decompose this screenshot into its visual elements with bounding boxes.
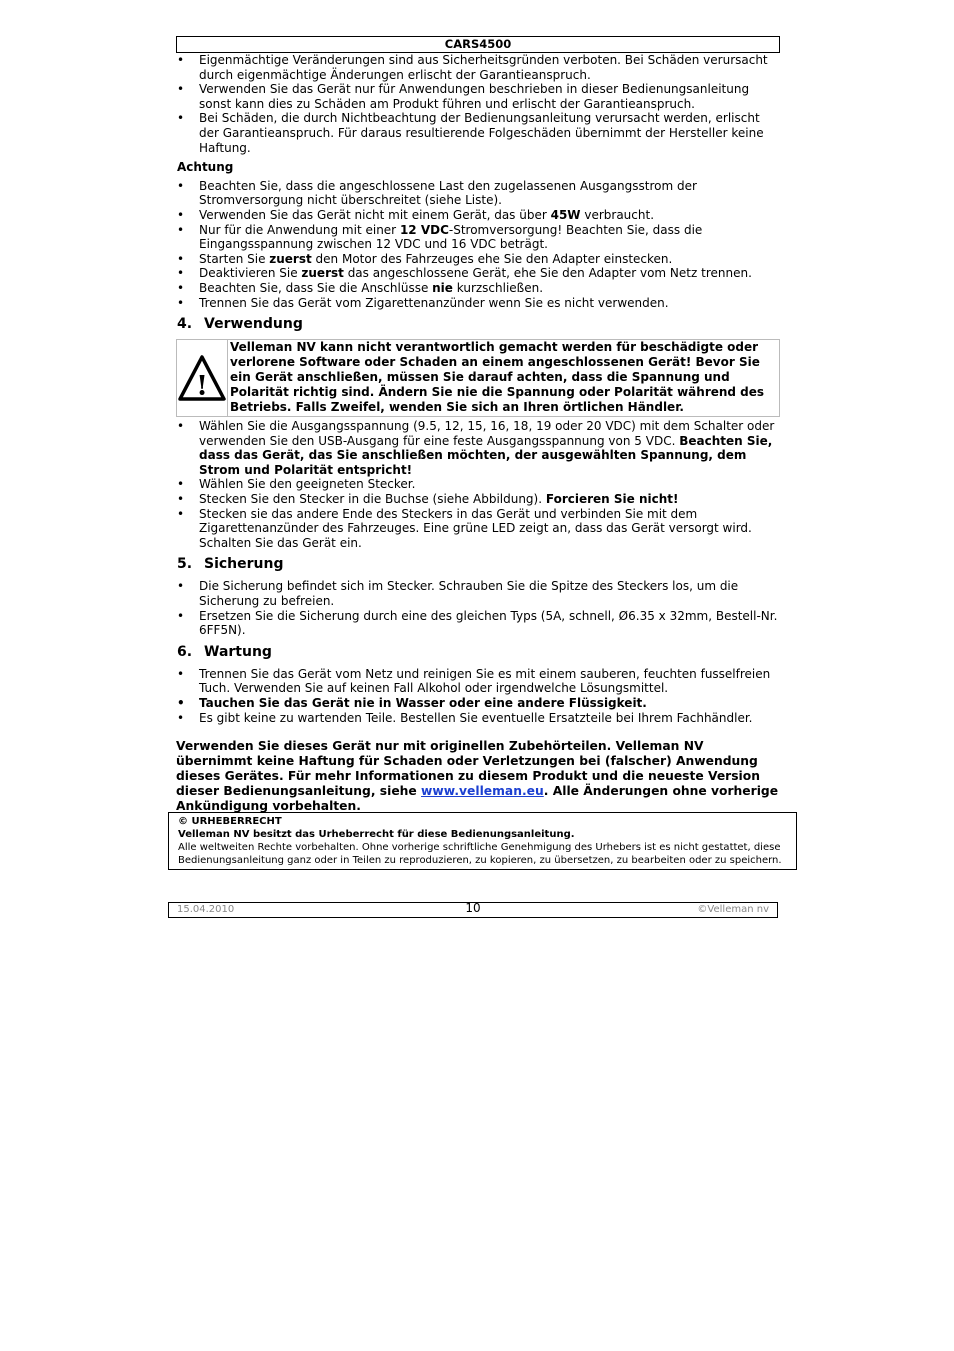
- page-content: [176, 36, 780, 814]
- list-item: • Nur für die Anwendung mit einer 12 VDC-Stromversorgung! Beachten Sie, dass die Eingangsspannung zwischen 12 VDC und 16 VDC beträgt.: [176, 223, 780, 252]
- model-name: CARS4500: [444, 37, 512, 51]
- verwendung-list: [176, 419, 780, 550]
- page-footer: [168, 902, 778, 918]
- sicherung-list: [176, 579, 780, 637]
- list-item: • Deaktivieren Sie zuerst das angeschlossene Gerät, ehe Sie den Adapter vom Netz trennen.: [176, 266, 780, 281]
- list-item: • Verwenden Sie das Gerät nur für Anwendungen beschrieben in dieser Bedienungsanleitung sonst kann dies zu Schäden am Produkt führen und erlischt der Garantieanspruch.: [176, 82, 780, 111]
- copyright-box: [168, 812, 797, 870]
- list-item: • Wählen Sie die Ausgangsspannung (9.5, 12, 15, 16, 18, 19 oder 20 VDC) mit dem Schalter oder verwenden Sie den USB-Ausgang für eine feste Ausgangsspannung von 5 VDC. Beachten Sie, dass das Gerät, das Sie anschließen möchten, der ausgewählten Spannung, dem Strom und Polarität entspricht!: [176, 419, 780, 477]
- list-item: • Trennen Sie das Gerät vom Zigarettenanzünder wenn Sie es nicht verwenden.: [176, 296, 780, 311]
- achtung-heading: Achtung: [177, 160, 234, 175]
- list-item: • Wählen Sie den geeigneten Stecker.: [176, 477, 780, 492]
- section-heading-sicherung: 5. Sicherung: [177, 556, 284, 573]
- list-item: • Starten Sie zuerst den Motor des Fahrzeuges ehe Sie den Adapter einstecken.: [176, 252, 780, 267]
- list-item: • Tauchen Sie das Gerät nie in Wasser oder eine andere Flüssigkeit.: [176, 696, 780, 711]
- wartung-list: [176, 667, 780, 725]
- list-item: • Trennen Sie das Gerät vom Netz und reinigen Sie es mit einem sauberen, feuchten fusselfreien Tuch. Verwenden Sie auf keinen Fall Alkohol oder irgendwelche Lösungsmittel.: [176, 667, 780, 696]
- footer-date: 15.04.2010: [177, 904, 235, 915]
- list-item: • Stecken Sie den Stecker in die Buchse (siehe Abbildung). Forcieren Sie nicht!: [176, 492, 780, 507]
- intro-list: [176, 53, 780, 155]
- copyright-title: © URHEBERRECHT: [178, 816, 282, 827]
- copyright-subtitle: Velleman NV besitzt das Urheberrecht für diese Bedienungsanleitung.: [178, 829, 575, 840]
- closing-note: Verwenden Sie dieses Gerät nur mit originellen Zubehörteilen. Velleman NV übernimmt keine Haftung für Schaden oder Verletzungen bei (falscher) Anwendung dieses Gerätes. Für mehr Informationen zu diesem Produkt und die neueste Version dieser Bedienungsanleitung, siehe www.velleman.eu. Alle Änderungen ohne vorherige Ankündigung vorbehalten.: [176, 739, 779, 814]
- warning-icon: [177, 340, 228, 416]
- list-item: • Stecken sie das andere Ende des Steckers in das Gerät und verbinden Sie mit dem Zigarettenanzünder des Fahrzeuges. Eine grüne LED zeigt an, dass das Gerät versorgt wird. Schalten Sie das Gerät ein.: [176, 507, 780, 551]
- list-item: • Ersetzen Sie die Sicherung durch eine des gleichen Typs (5A, schnell, Ø6.35 x 32mm, Bestell-Nr. 6FF5N).: [176, 609, 780, 638]
- warning-box: [176, 339, 780, 417]
- list-item: • Es gibt keine zu wartenden Teile. Bestellen Sie eventuelle Ersatzteile bei Ihrem Fachhändler.: [176, 711, 780, 726]
- section-heading-verwendung: 4. Verwendung: [177, 316, 303, 333]
- list-item: • Verwenden Sie das Gerät nicht mit einem Gerät, das über 45W verbraucht.: [176, 208, 780, 223]
- svg-text:!: !: [196, 371, 208, 403]
- website-link[interactable]: www.velleman.eu: [421, 784, 544, 799]
- list-item: • Eigenmächtige Veränderungen sind aus Sicherheitsgründen verboten. Bei Schäden verursacht durch eigenmächtige Änderungen erlischt der Garantieanspruch.: [176, 53, 780, 82]
- list-item: • Beachten Sie, dass die angeschlossene Last den zugelassenen Ausgangsstrom der Stromversorgung nicht überschreitet (siehe Liste).: [176, 179, 780, 208]
- list-item: • Beachten Sie, dass Sie die Anschlüsse nie kurzschließen.: [176, 281, 780, 296]
- warning-text: Velleman NV kann nicht verantwortlich gemacht werden für beschädigte oder verlorene Software oder Schaden an einem angeschlossenen Gerät! Bevor Sie ein Gerät anschließen, müssen Sie darauf achten, dass die Spannung und Polarität richtig sind. Ändern Sie nie die Spannung oder Polarität während des Betriebs. Falls Zweifel, wenden Sie sich an Ihren örtlichen Händler.: [230, 340, 765, 415]
- document-header: [176, 36, 780, 53]
- list-item: • Die Sicherung befindet sich im Stecker. Schrauben Sie die Spitze des Steckers los, um die Sicherung zu befreien.: [176, 579, 780, 608]
- footer-brand: ©Velleman nv: [697, 904, 769, 915]
- page-number: 10: [465, 901, 481, 915]
- list-item: • Bei Schäden, die durch Nichtbeachtung der Bedienungsanleitung verursacht werden, erlischt der Garantieanspruch. Für daraus resultierende Folgeschäden übernimmt der Hersteller keine Haftung.: [176, 111, 780, 155]
- copyright-body: Alle weltweiten Rechte vorbehalten. Ohne vorherige schriftliche Genehmigung des Urhebers ist es nicht gestattet, diese Bedienungsanleitung ganz oder in Teilen zu reproduzieren, zu kopieren, zu übersetzen, zu bearbeiten oder zu speichern.: [178, 842, 782, 866]
- section-heading-wartung: 6. Wartung: [177, 643, 272, 660]
- achtung-list: [176, 179, 780, 310]
